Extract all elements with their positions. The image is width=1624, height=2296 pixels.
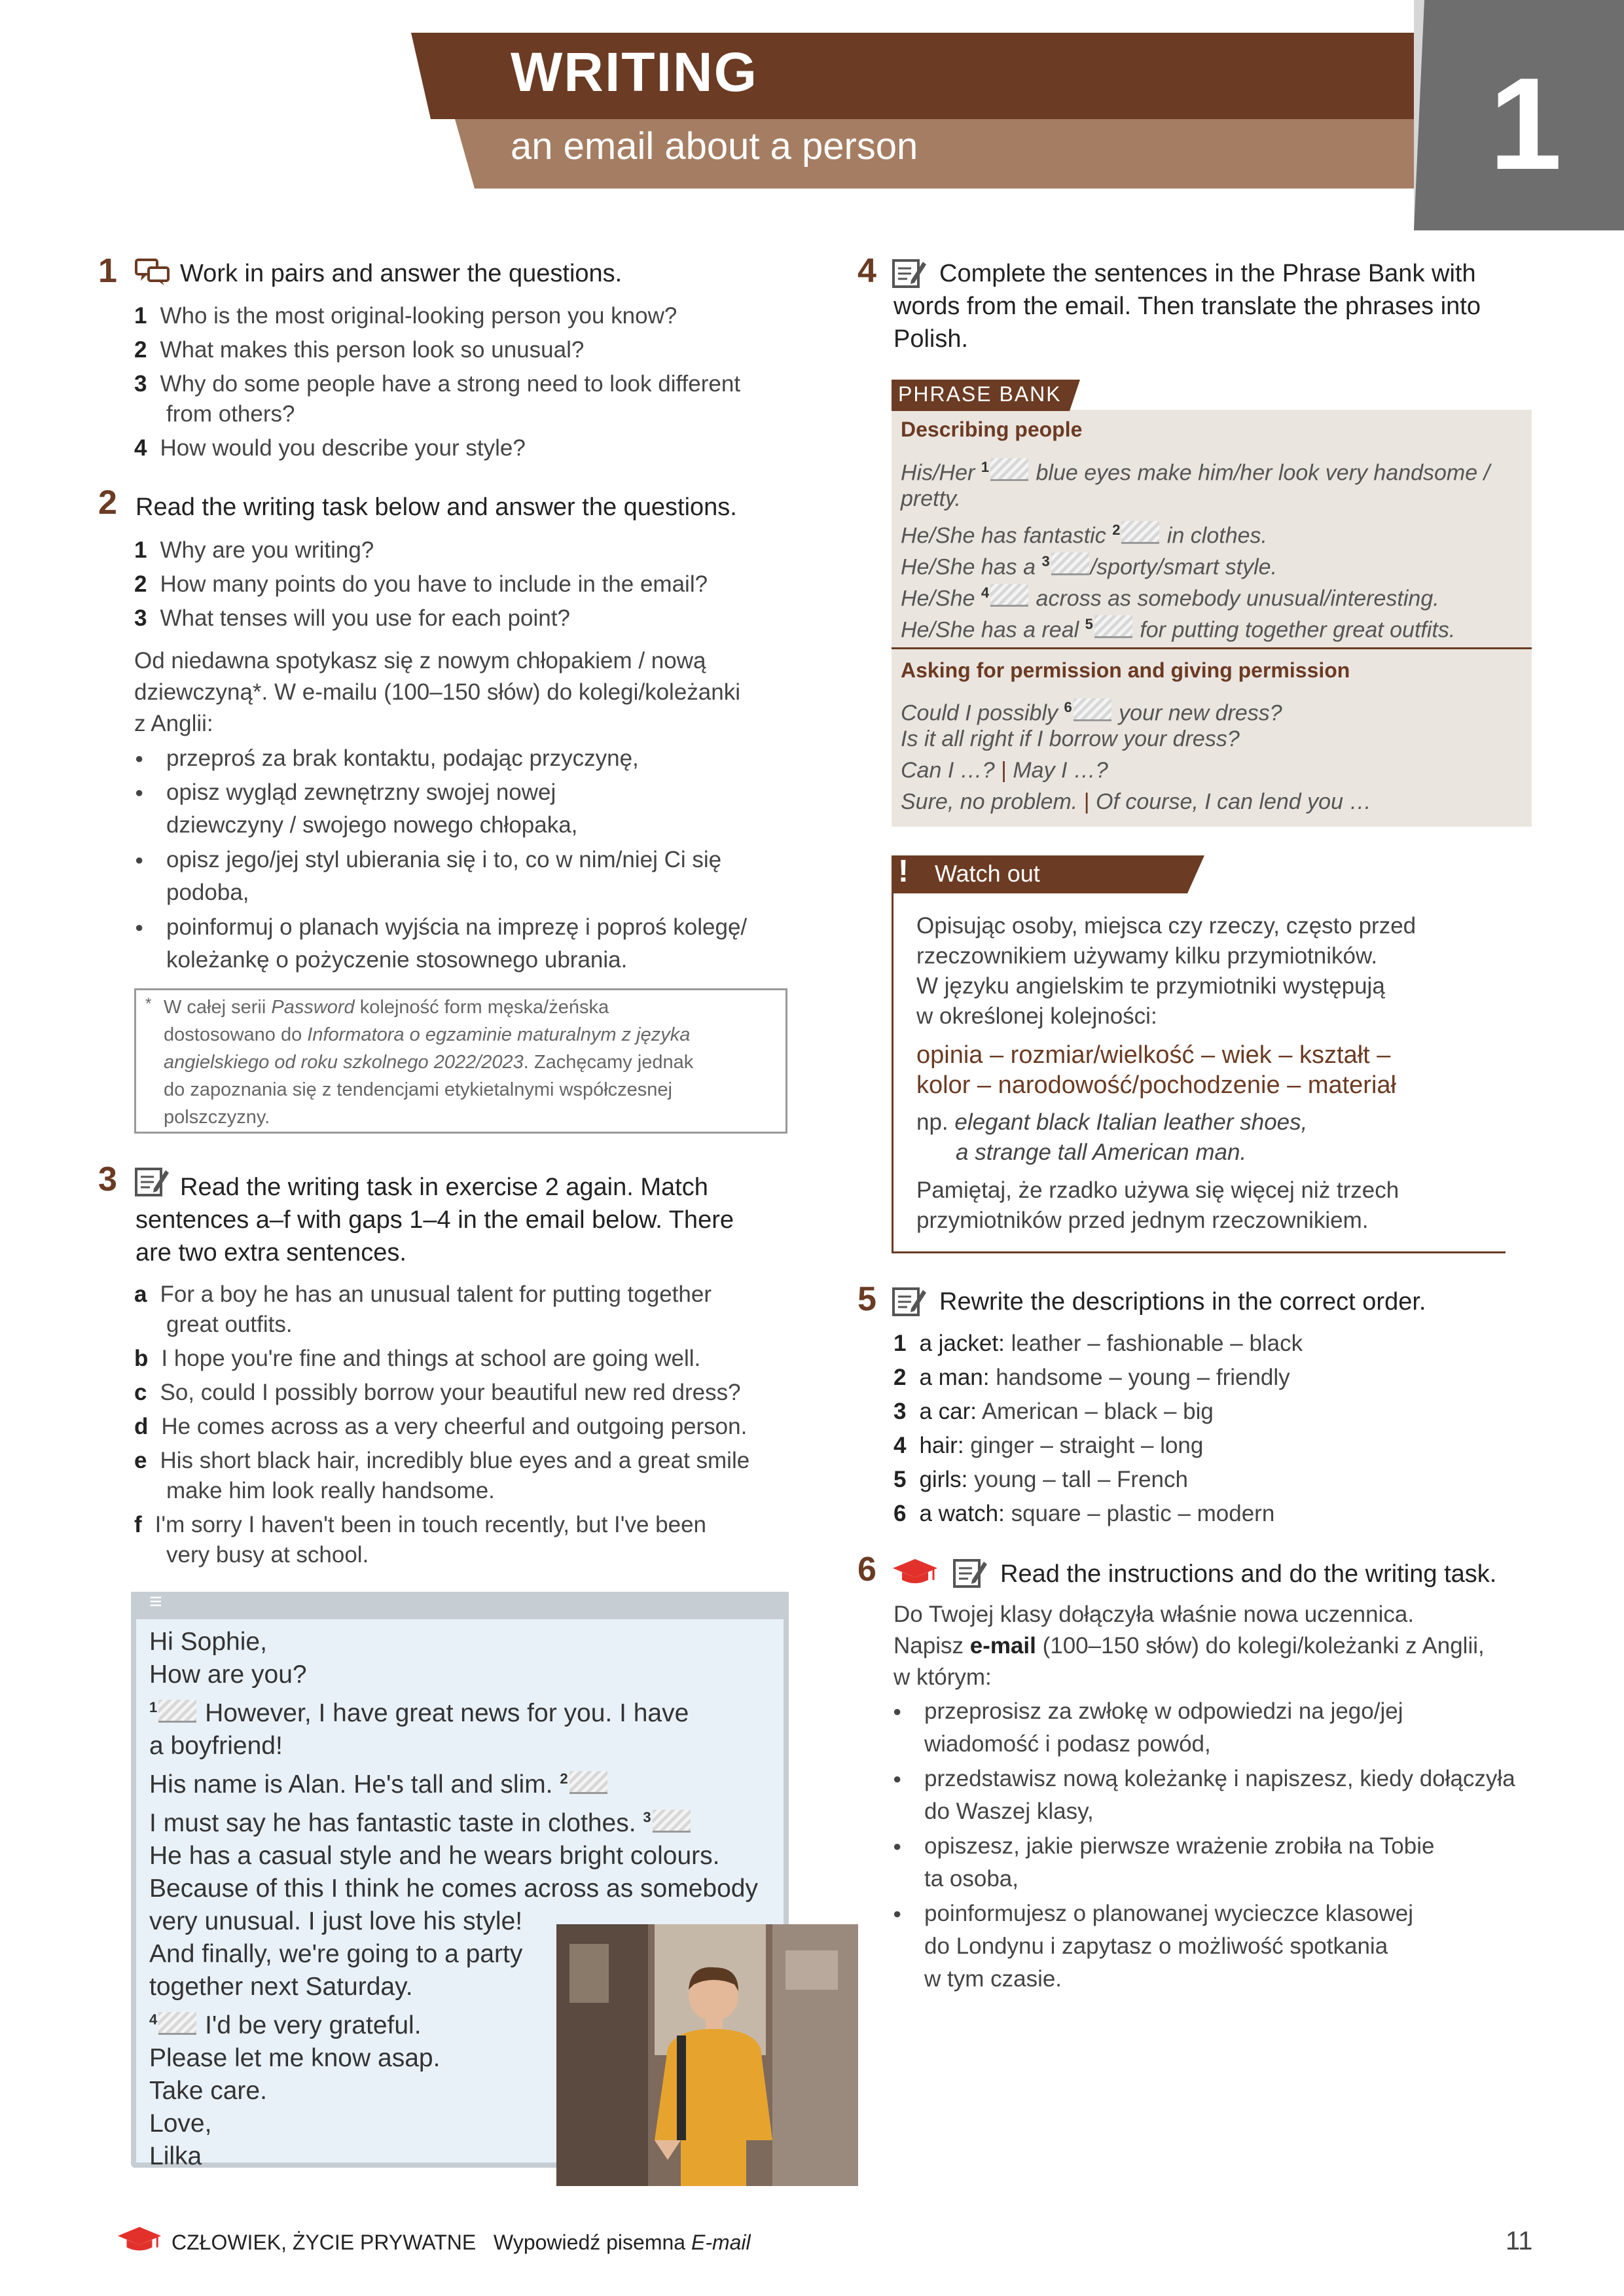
phrase-line: He/She has fantastic $^2$ in clothes. <box>901 522 1267 548</box>
pair-work-icon <box>134 258 171 287</box>
ex6-bullet-cont: wiadomość i podasz powód, <box>924 1731 1211 1757</box>
writing-icon <box>134 1165 170 1198</box>
footnote-star: * <box>145 995 152 1013</box>
ex5-item: 1 a jacket: leather – fashionable – black <box>893 1331 1303 1356</box>
ex1-item: 3 Why do some people have a strong need to look different <box>134 371 741 397</box>
ex6-bullet-cont: do Waszej klasy, <box>924 1799 1094 1824</box>
ex6-bullet: ● przeprosisz za zwłokę w odpowiedzi na jego/jej <box>924 1695 1403 1728</box>
watch-out-line: Pamiętaj, że rzadko używa się więcej niż trzech <box>916 1177 1399 1203</box>
photo-young-man <box>556 1924 858 2186</box>
adjective-order: kolor – narodowość/pochodzenie – materiał <box>916 1071 1396 1099</box>
ex2-bullet: ● opisz wygląd zewnętrzny swojej nowej <box>166 776 556 809</box>
writing-icon <box>892 257 927 289</box>
ex5-number: 5 <box>857 1280 876 1318</box>
ex1-item: 4 How would you describe your style? <box>134 435 526 461</box>
phrase-line: Could I possibly $^6$ your new dress? <box>901 699 1282 726</box>
ex3-number: 3 <box>98 1160 117 1198</box>
ex5-item: 5 girls: young – tall – French <box>893 1467 1188 1492</box>
ex2-number: 2 <box>98 484 117 522</box>
page-title: WRITING <box>511 41 758 103</box>
phrase-line: He/She has a $^3$ /sporty/smart style. <box>901 553 1278 580</box>
phrase-line: Sure, no problem. | Of course, I can lend you … <box>901 789 1372 814</box>
ex3-item: a For a boy he has an unusual talent for putting together <box>134 1282 712 1307</box>
page-number: 11 <box>1506 2227 1533 2255</box>
ex2-bullet-cont: koleżankę o pożyczenie stosownego ubrania. <box>166 947 628 973</box>
ex6-bullet-cont: do Londynu i zapytasz o możliwość spotkania <box>924 1933 1388 1959</box>
ex4-instruction: Complete the sentences in the Phrase Bank with <box>939 260 1476 287</box>
gap-4 <box>158 2012 196 2035</box>
ex2-bullet: ● przeproś za brak kontaktu, podając przyczynę, <box>166 742 639 775</box>
unit-tab-fold <box>1414 0 1424 230</box>
ex3-item: b I hope you're fine and things at school are going well. <box>134 1346 701 1371</box>
phrase-bank-divider <box>892 647 1532 649</box>
gap-2 <box>569 1771 607 1794</box>
ex2-bullet-cont: podoba, <box>166 880 249 905</box>
exam-cap-icon <box>117 2225 162 2254</box>
footer-section: CZŁOWIEK, ŻYCIE PRYWATNE Wypowiedź pisemna E-mail <box>171 2231 751 2254</box>
ex2-task-line: z Anglii: <box>134 711 213 736</box>
watch-out-line: rzeczownikiem używamy kilku przymiotników. <box>916 943 1378 969</box>
phrase-line: Can I …? | May I …? <box>901 758 1108 783</box>
ex4-instruction-cont: Polish. <box>893 325 969 353</box>
phrase-bank-label: PHRASE BANK <box>898 382 1062 406</box>
ex5-instruction: Rewrite the descriptions in the correct order. <box>939 1288 1426 1316</box>
watch-out-line: przymiotników przed jednym rzeczownikiem. <box>916 1208 1369 1233</box>
ex1-item: 1 Who is the most original-looking person you know? <box>134 303 677 329</box>
ex6-bullet: ● opiszesz, jakie pierwsze wrażenie zrobiła na Tobie <box>924 1830 1434 1863</box>
ex3-item: e His short black hair, incredibly blue eyes and a great smile <box>134 1448 750 1473</box>
phrase-line: He/She has a real $^5$ for putting together great outfits. <box>901 616 1456 643</box>
ex2-task-line: Od niedawna spotykasz się z nowym chłopakiem / nową <box>134 648 706 673</box>
page-subtitle: an email about a person <box>511 125 918 168</box>
footnote-text: W całej serii Password kolejność form męska/żeńska dostosowano do Informatora o egzaminie maturalnym z języka angielskiego od roku szkolnego 2022/2023. Zachęcamy jednak do zapoznania się z tendencjami etykietalnymi współczesnej polszczyzny. <box>164 997 694 1128</box>
ex4-instruction-cont: words from the email. Then translate the phrases into <box>893 293 1481 320</box>
exam-cap-icon <box>892 1558 939 1587</box>
ex5-item: 6 a watch: square – plastic – modern <box>893 1501 1275 1526</box>
ex3-instruction-cont: sentences a–f with gaps 1–4 in the email below. There <box>135 1206 734 1234</box>
ex2-instruction: Read the writing task below and answer the questions. <box>135 493 737 521</box>
watch-out-example: np. elegant black Italian leather shoes, <box>916 1109 1308 1135</box>
phrase-line: Is it all right if I borrow your dress? <box>901 726 1240 751</box>
ex6-number: 6 <box>857 1551 876 1588</box>
email-body: Hi Sophie, How are you? $^1$ However, I have great news for you. I have a boyfriend! His name is Alan. He's tall and slim. $^2$ I must say he has fantastic taste in clothes. $^3$ He has a casual style and he wears bright colours. Because of this I think he comes across as somebody very unusual. I just love his style! And finally, we're going to a party together next Saturday. $^4$ I'd be very grateful. Please let me know asap. Take care. Love, Lilka <box>149 1628 758 2170</box>
watch-out-line: w określonej kolejności: <box>916 1003 1157 1029</box>
ex3-item: c So, could I possibly borrow your beautiful new red dress? <box>134 1380 741 1405</box>
phrase-bank-heading: Describing people <box>901 418 1083 441</box>
phrase-line: pretty. <box>901 486 961 511</box>
ex2-bullet: ● poinformuj o planach wyjścia na imprezę i poproś kolegę/ <box>166 911 747 944</box>
phrase-bank-heading: Asking for permission and giving permission <box>901 658 1350 682</box>
ex2-item: 1 Why are you writing? <box>134 537 374 563</box>
unit-number: 1 <box>1489 51 1562 197</box>
exclamation-icon: ! <box>898 854 909 889</box>
watch-out-line: W języku angielskim te przymiotniki występują <box>916 973 1385 999</box>
watch-out-border-left <box>892 893 893 1253</box>
ex6-bullet-cont: w tym czasie. <box>924 1966 1062 1992</box>
ex6-bullet: ● poinformujesz o planowanej wycieczce klasowej <box>924 1897 1413 1930</box>
ex4-number: 4 <box>857 252 876 290</box>
watch-out-line: Opisując osoby, miejsca czy rzeczy, często przed <box>916 913 1416 939</box>
ex6-bullet-cont: ta osoba, <box>924 1866 1019 1892</box>
ex3-item-cont: very busy at school. <box>166 1542 369 1568</box>
ex1-item: 2 What makes this person look so unusual? <box>134 337 585 363</box>
ex3-item: d He comes across as a very cheerful and outgoing person. <box>134 1414 748 1439</box>
ex5-item: 2 a man: handsome – young – friendly <box>893 1365 1290 1390</box>
watch-out-border-bottom <box>892 1251 1506 1253</box>
gap-3 <box>653 1810 691 1833</box>
ex3-instruction-cont: are two extra sentences. <box>135 1239 406 1266</box>
phrase-line: He/She $^4$ across as somebody unusual/interesting. <box>901 584 1439 611</box>
ex2-bullet-cont: dziewczyny / swojego nowego chłopaka, <box>166 812 578 838</box>
menu-icon: ≡ <box>149 1589 162 1614</box>
ex6-task-line: Do Twojej klasy dołączyła właśnie nowa uczennica. <box>893 1602 1415 1627</box>
ex6-instruction: Read the instructions and do the writing task. <box>1000 1560 1497 1588</box>
watch-out-example: a strange tall American man. <box>956 1139 1247 1165</box>
ex5-item: 3 a car: American – black – big <box>893 1399 1214 1424</box>
writing-icon <box>892 1285 927 1318</box>
ex6-task-line: w którym: <box>893 1664 992 1690</box>
writing-icon <box>952 1556 988 1589</box>
adjective-order: opinia – rozmiar/wielkość – wiek – kształt – <box>916 1041 1391 1069</box>
ex1-number: 1 <box>98 252 117 290</box>
ex3-item-cont: great outfits. <box>166 1312 293 1337</box>
ex2-task-line: dziewczyną*. W e-mailu (100–150 słów) do kolegi/koleżanki <box>134 679 740 705</box>
ex6-task-line: Napisz e-mail (100–150 słów) do kolegi/koleżanki z Anglii, <box>893 1633 1485 1659</box>
watch-out-title: Watch out <box>935 860 1040 887</box>
ex2-item: 2 How many points do you have to include in the email? <box>134 571 708 597</box>
gap-1 <box>158 1700 196 1723</box>
phrase-line: His/Her $^1$ blue eyes make him/her look very handsome / <box>901 459 1490 486</box>
email-title-bar <box>131 1592 789 1619</box>
ex3-item: f I'm sorry I haven't been in touch recently, but I've been <box>134 1512 707 1537</box>
ex1-item-cont: from others? <box>166 401 295 427</box>
ex6-bullet: ● przedstawisz nową koleżankę i napiszesz, kiedy dołączyła <box>924 1763 1515 1795</box>
ex3-item-cont: make him look really handsome. <box>166 1478 495 1503</box>
ex2-bullet: ● opisz jego/jej styl ubierania się i to, co w nim/niej Ci się <box>166 844 721 876</box>
ex1-instruction: Work in pairs and answer the questions. <box>180 260 623 287</box>
ex5-item: 4 hair: ginger – straight – long <box>893 1433 1204 1458</box>
ex2-item: 3 What tenses will you use for each point? <box>134 605 570 631</box>
ex3-instruction: Read the writing task in exercise 2 again. Match <box>180 1174 708 1201</box>
